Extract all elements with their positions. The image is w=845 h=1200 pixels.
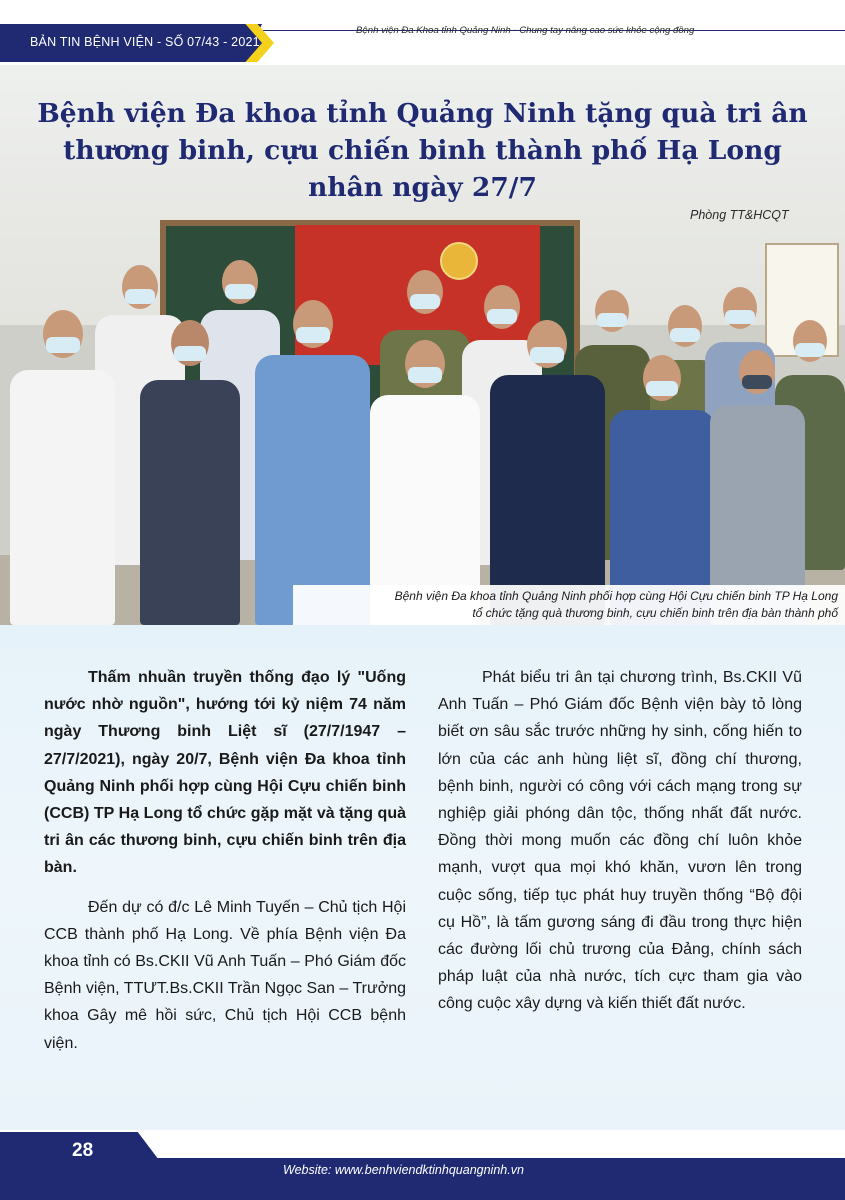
photo-person — [140, 320, 240, 625]
header-slogan: Bệnh viện Đa Khoa tỉnh Quảng Ninh - Chung tay nâng cao sức khỏe cộng đồng — [356, 25, 695, 36]
photo-person — [710, 350, 805, 625]
article-column-right — [438, 664, 802, 1018]
photo-person — [370, 340, 480, 625]
article-title-line: thương binh, cựu chiến binh thành phố Hạ Long — [63, 135, 782, 166]
article-title-line: nhân ngày 27/7 — [308, 172, 537, 203]
article-title — [0, 95, 845, 206]
issue-label: BẢN TIN BỆNH VIỆN - SỐ 07/43 - 2021 — [30, 35, 260, 49]
page-number: 28 — [72, 1140, 94, 1161]
footer-website: Website: www.benhviendktinhquangninh.vn — [283, 1163, 524, 1177]
article-paragraph: Đến dự có đ/c Lê Minh Tuyến – Chủ tịch Hội CCB thành phố Hạ Long. Về phía Bệnh viện Đa khoa tỉnh có Bs.CKII Vũ Anh Tuấn – Phó Giám đốc Bệnh viện, TTƯT.Bs.CKII Trần Ngọc San – Trưởng khoa Gây mê hồi sức, Chủ tịch Hội CCB bệnh viện. — [44, 898, 406, 1052]
article-title-line: Bệnh viện Đa khoa tỉnh Quảng Ninh tặng quà tri ân — [37, 98, 808, 129]
article-byline: Phòng TT&HCQT — [690, 208, 789, 222]
photo-caption-line: tổ chức tặng quà thương binh, cựu chiến binh trên địa bàn thành phố — [472, 606, 838, 620]
article-lead-paragraph: Thấm nhuần truyền thống đạo lý "Uống nước nhờ nguồn", hướng tới kỷ niệm 74 năm ngày Thương binh Liệt sĩ (27/7/1947 – 27/7/2021), ngày 20/7, Bệnh viện Đa khoa tỉnh Quảng Ninh phối hợp cùng Hội Cựu chiến binh (CCB) TP Hạ Long tổ chức gặp mặt và tặng quà tri ân các thương binh, cựu chiến binh trên địa bàn. — [44, 669, 406, 877]
photo-caption-line: Bệnh viện Đa khoa tỉnh Quảng Ninh phối hợp cùng Hội Cựu chiến binh TP Hạ Long — [394, 589, 838, 603]
photo-person — [255, 300, 370, 625]
photo-person — [10, 310, 115, 625]
article-column-left — [44, 664, 406, 1057]
photo-caption — [293, 585, 845, 625]
article-paragraph: Phát biểu tri ân tại chương trình, Bs.CKII Vũ Anh Tuấn – Phó Giám đốc Bệnh viện bày tỏ lòng biết ơn sâu sắc trước những hy sinh, cống hiến to lớn của các anh hùng liệt sĩ, đồng chí thương, bệnh binh, người có công với cách mạng trong sự nghiệp giải phóng dân tộc, thống nhất đất nước. Đồng thời mong muốn các đồng chí luôn khỏe mạnh, vượt qua mọi khó khăn, vươn lên trong cuộc sống, tiếp tục phát huy truyền thống “Bộ đội cụ Hồ”, là tấm gương sáng đi đầu trong thực hiện các đường lối chủ trương của Đảng, chính sách pháp luật của nhà nước, tích cực tham gia vào công cuộc xây dựng và kiến thiết đất nước. — [438, 669, 802, 1013]
photo-person — [490, 320, 605, 625]
